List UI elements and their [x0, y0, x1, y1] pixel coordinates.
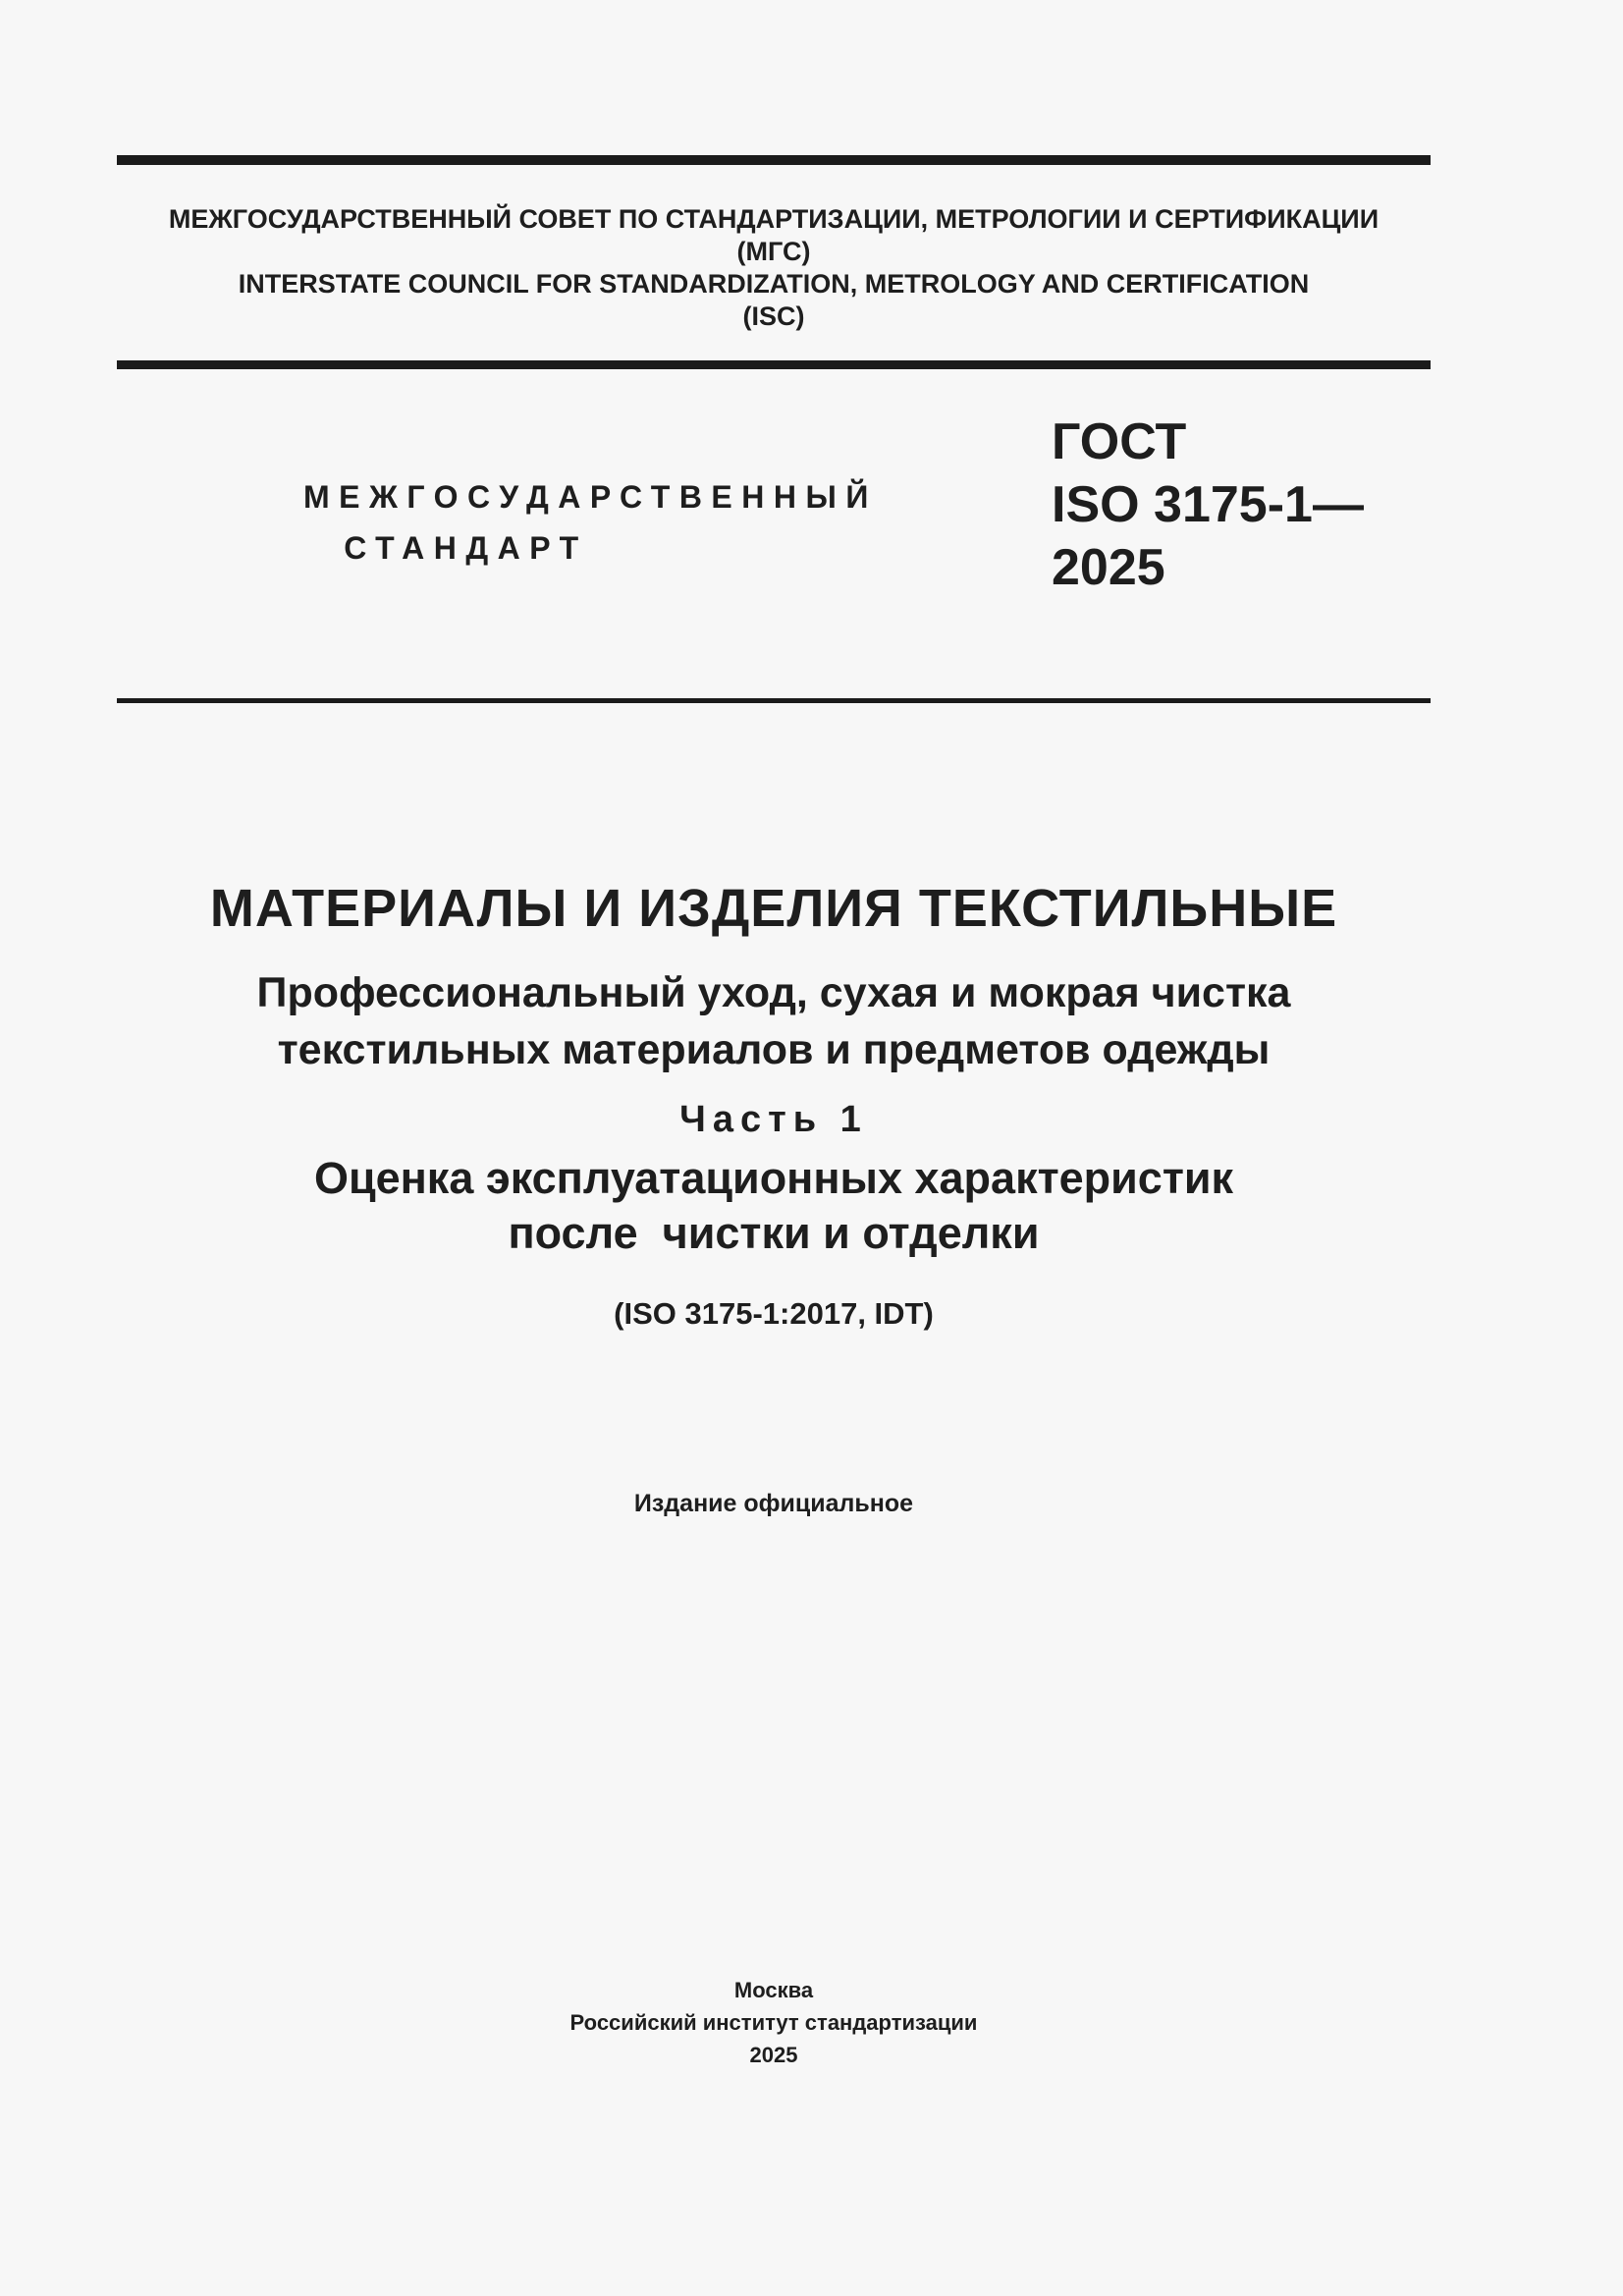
subtitle: [117, 964, 1431, 1078]
bottom-divider: [117, 698, 1431, 703]
subtitle-line-1: Профессиональный уход, сухая и мокрая чистка: [256, 969, 1291, 1016]
imprint-publisher: Российский институт стандартизации: [569, 2010, 978, 2035]
council-header: [117, 203, 1431, 333]
standard-year: 2025: [1052, 539, 1165, 596]
iso-reference: (ISO 3175-1:2017, IDT): [614, 1296, 934, 1331]
subtitle-line-2: текстильных материалов и предметов одежды: [277, 1026, 1271, 1073]
council-abbr-ru: (МГС): [736, 237, 811, 266]
imprint-city: Москва: [733, 1978, 814, 2002]
council-abbr-en: (ISC): [742, 301, 805, 331]
designation-line-2: СТАНДАРТ: [344, 530, 588, 566]
council-name-en: INTERSTATE COUNCIL FOR STANDARDIZATION, METROLOGY AND CERTIFICATION: [238, 269, 1310, 299]
standard-designation: [295, 471, 878, 574]
standard-code: ISO 3175-1—: [1052, 476, 1364, 533]
part-title: [117, 1151, 1431, 1261]
publisher-imprint: [117, 1974, 1431, 2071]
part-title-line-1: Оценка эксплуатационных характеристик: [313, 1153, 1234, 1203]
council-name-ru: МЕЖГОСУДАРСТВЕННЫЙ СОВЕТ ПО СТАНДАРТИЗАЦИИ, МЕТРОЛОГИИ И СЕРТИФИКАЦИИ: [168, 204, 1380, 234]
top-divider: [117, 155, 1431, 165]
standard-number: [1052, 410, 1364, 599]
part-label: Часть 1: [679, 1099, 868, 1140]
standard-prefix: ГОСТ: [1052, 413, 1187, 470]
edition-note: Издание официальное: [633, 1490, 914, 1517]
document-title-block: [117, 874, 1431, 1334]
designation-line-1: МЕЖГОСУДАРСТВЕННЫЙ: [303, 479, 878, 515]
middle-divider: [117, 360, 1431, 369]
part-title-line-2: после чистки и отделки: [508, 1208, 1040, 1258]
main-title: МАТЕРИАЛЫ И ИЗДЕЛИЯ ТЕКСТИЛЬНЫЕ: [209, 879, 1338, 938]
imprint-year: 2025: [749, 2043, 798, 2067]
